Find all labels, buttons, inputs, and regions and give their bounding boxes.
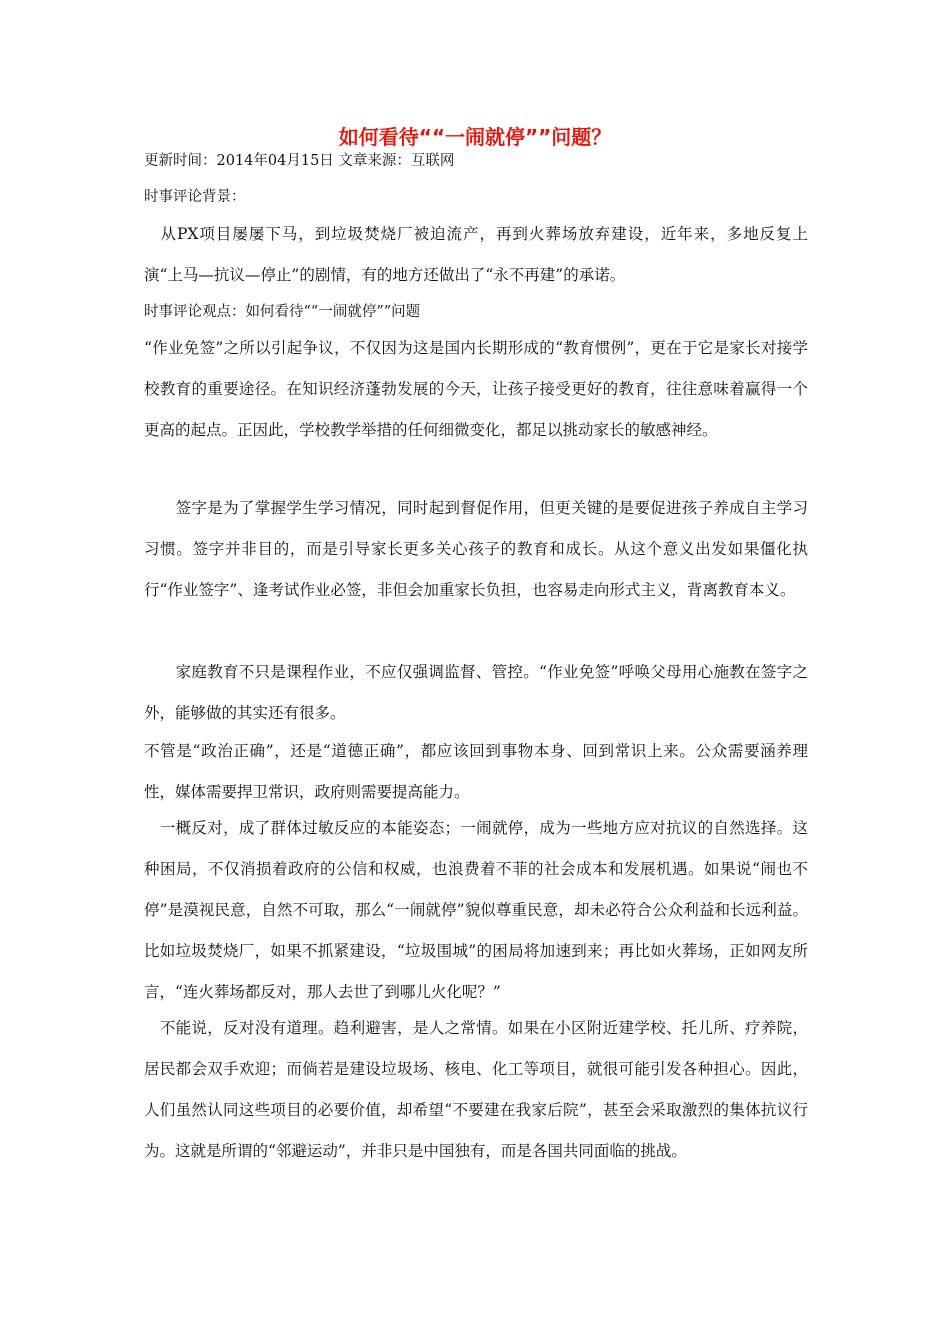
meta-line: 更新时间：2014年04月15日 文章来源：互联网: [144, 153, 455, 169]
background-label: 时事评论背景：: [144, 189, 246, 205]
background-paragraph: 从PX项目屡屡下马，到垃圾焚烧厂被迫流产，再到火葬场放弃建设，近年来，多地反复上演“上马—抗议—停止”的剧情，有的地方还做出了“永不再建”的承诺。: [144, 225, 808, 284]
body-paragraph-4: 不管是“政治正确”，还是“道德正确”，都应该回到事物本身、回到常识上来。公众需要涵养理性，媒体需要捍卫常识，政府则需要提高能力。: [144, 742, 808, 801]
page-title: 如何看待““一闹就停””问题？: [338, 125, 612, 149]
body-paragraph-2: 签字是为了掌握学生学习情况，同时起到督促作用，但更关键的是要促进孩子养成自主学习习惯。签字并非目的，而是引导家长更多关心孩子的教育和成长。从这个意义出发如果僵化执行“作业签字”、逢考试作业必签，非但会加重家长负担，也容易走向形式主义，背离教育本义。: [144, 499, 808, 599]
viewpoint-label: 时事评论观点：如何看待““一闹就停””问题: [144, 304, 421, 320]
body-paragraph-6: 不能说，反对没有道理。趋利避害，是人之常情。如果在小区附近建学校、托儿所、疗养院，居民都会双手欢迎；而倘若是建设垃圾场、核电、化工等项目，就很可能引发各种担心。因此，人们虽然认同这些项目的必要价值，却希望“不要建在我家后院”，甚至会采取激烈的集体抗议行为。这就是所谓的“邻避运动”，并非只是中国独有，而是各国共同面临的挑战。: [144, 1019, 808, 1160]
body-paragraph-3: 家庭教育不只是课程作业，不应仅强调监督、管控。“作业免签”呼唤父母用心施教在签字之外，能够做的其实还有很多。: [144, 663, 808, 722]
body-paragraph-1: “作业免签”之所以引起争议，不仅因为这是国内长期形成的“教育惯例”，更在于它是家长对接学校教育的重要途径。在知识经济蓬勃发展的今天，让孩子接受更好的教育，往往意味着赢得一个更高的起点。正因此，学校教学举措的任何细微变化，都足以挑动家长的敏感神经。: [144, 339, 808, 439]
body-paragraph-5: 一概反对，成了群体过敏反应的本能姿态；一闹就停，成为一些地方应对抗议的自然选择。这种困局，不仅消损着政府的公信和权威，也浪费着不菲的社会成本和发展机遇。如果说“闹也不停”是漠视民意，自然不可取，那么“一闹就停”貌似尊重民意，却未必符合公众利益和长远利益。比如垃圾焚烧厂，如果不抓紧建设，“垃圾围城”的困局将加速到来；再比如火葬场，正如网友所言，“连火葬场都反对，那人去世了到哪儿火化呢？”: [144, 819, 808, 1001]
